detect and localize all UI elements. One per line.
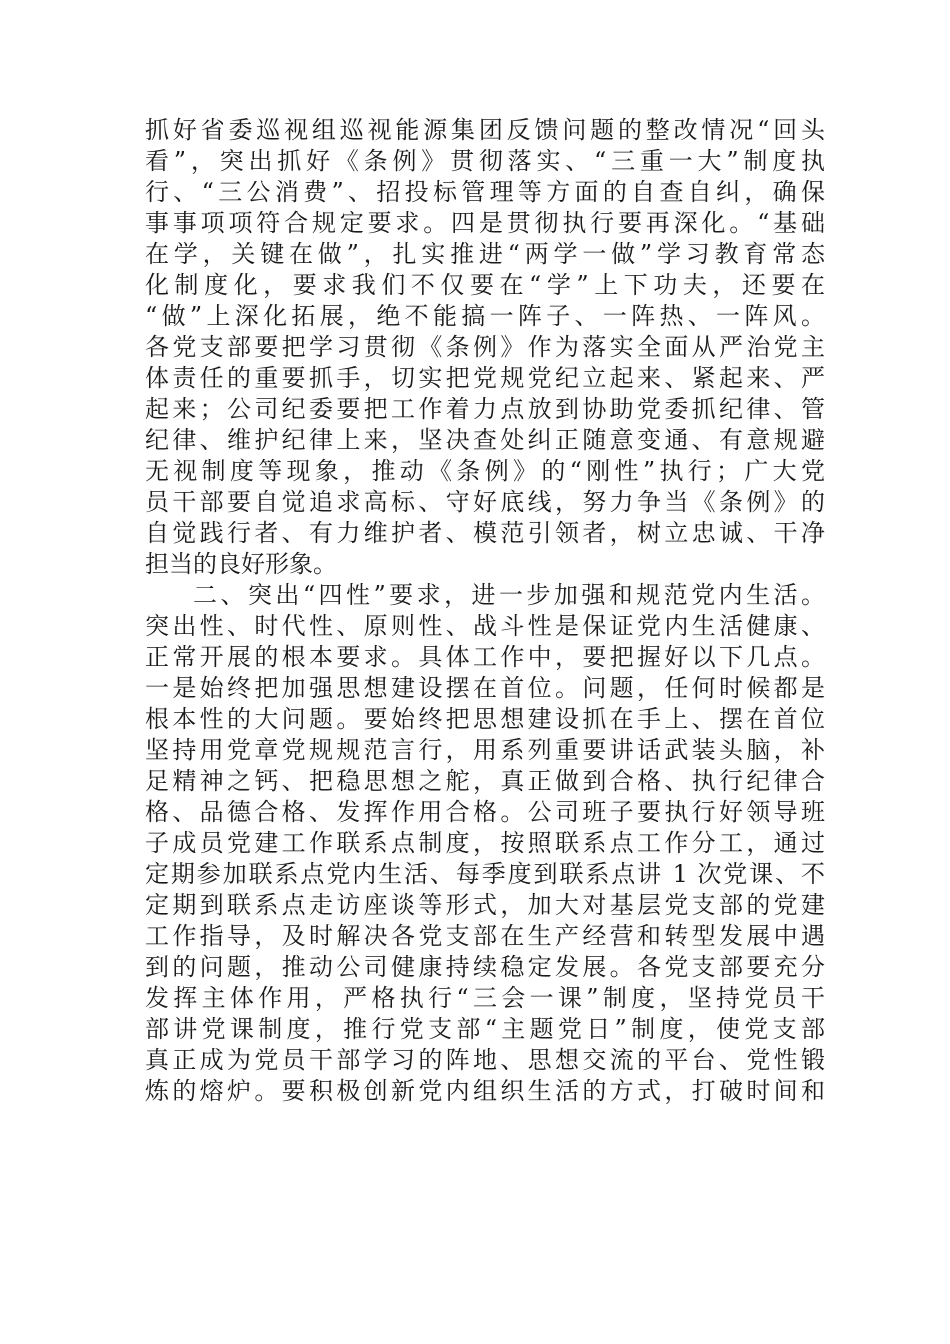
text-line: 各党支部要把学习贯彻《条例》作为落实全面从严治党主: [145, 333, 825, 361]
text-line: 抓好省委巡视组巡视能源集团反馈问题的整改情况“回头: [145, 116, 825, 144]
text-line: 员干部要自觉追求高标、守好底线，努力争当《条例》的: [145, 488, 825, 516]
text-line: 炼的熔炉。要积极创新党内组织生活的方式，打破时间和: [145, 1077, 825, 1105]
text-line: 体责任的重要抓手，切实把党规党纪立起来、紧起来、严: [145, 364, 825, 392]
text-line: 子成员党建工作联系点制度，按照联系点工作分工，通过: [145, 829, 825, 857]
text-line: 二、突出“四性”要求，进一步加强和规范党内生活。: [193, 581, 825, 609]
text-line: 化制度化，要求我们不仅要在“学”上下功夫，还要在: [145, 271, 825, 299]
text-line: 看”，突出抓好《条例》贯彻落实、“三重一大”制度执: [145, 147, 825, 175]
text-line: 足精神之钙、把稳思想之舵，真正做到合格、执行纪律合: [145, 767, 825, 795]
text-line: 真正成为党员干部学习的阵地、思想交流的平台、党性锻: [145, 1046, 825, 1074]
text-line: 发挥主体作用，严格执行“三会一课”制度，坚持党员干: [145, 984, 825, 1012]
text-line: 事事项项符合规定要求。四是贯彻执行要再深化。“基础: [145, 209, 825, 237]
text-line: 起来；公司纪委要把工作着力点放到协助党委抓纪律、管: [145, 395, 825, 423]
text-line: 一是始终把加强思想建设摆在首位。问题，任何时候都是: [145, 674, 825, 702]
text-line: 担当的良好形象。: [145, 550, 337, 578]
text-line: 在学，关键在做”，扎实推进“两学一做”学习教育常态: [145, 240, 825, 268]
text-line: 定期参加联系点党内生活、每季度到联系点讲 1 次党课、不: [145, 860, 825, 888]
text-line: 到的问题，推动公司健康持续稳定发展。各党支部要充分: [145, 953, 825, 981]
text-line: 无视制度等现象，推动《条例》的“刚性”执行；广大党: [145, 457, 825, 485]
text-line: 定期到联系点走访座谈等形式，加大对基层党支部的党建: [145, 891, 825, 919]
body-text: [145, 115, 825, 1107]
text-line: 行、“三公消费”、招投标管理等方面的自查自纠，确保: [145, 178, 825, 206]
text-line: 坚持用党章党规规范言行，用系列重要讲话武装头脑，补: [145, 736, 825, 764]
text-line: “做”上深化拓展，绝不能搞一阵子、一阵热、一阵风。: [145, 302, 825, 330]
text-line: 根本性的大问题。要始终把思想建设抓在手上、摆在首位: [145, 705, 825, 733]
text-line: 工作指导，及时解决各党支部在生产经营和转型发展中遇: [145, 922, 825, 950]
text-line: 部讲党课制度，推行党支部“主题党日”制度，使党支部: [145, 1015, 825, 1043]
text-line: 突出性、时代性、原则性、战斗性是保证党内生活健康、: [145, 612, 825, 640]
text-line: 自觉践行者、有力维护者、模范引领者，树立忠诚、干净: [145, 519, 825, 547]
text-line: 纪律、维护纪律上来，坚决查处纠正随意变通、有意规避: [145, 426, 825, 454]
text-line: 正常开展的根本要求。具体工作中，要把握好以下几点。: [145, 643, 825, 671]
text-line: 格、品德合格、发挥作用合格。公司班子要执行好领导班: [145, 798, 825, 826]
